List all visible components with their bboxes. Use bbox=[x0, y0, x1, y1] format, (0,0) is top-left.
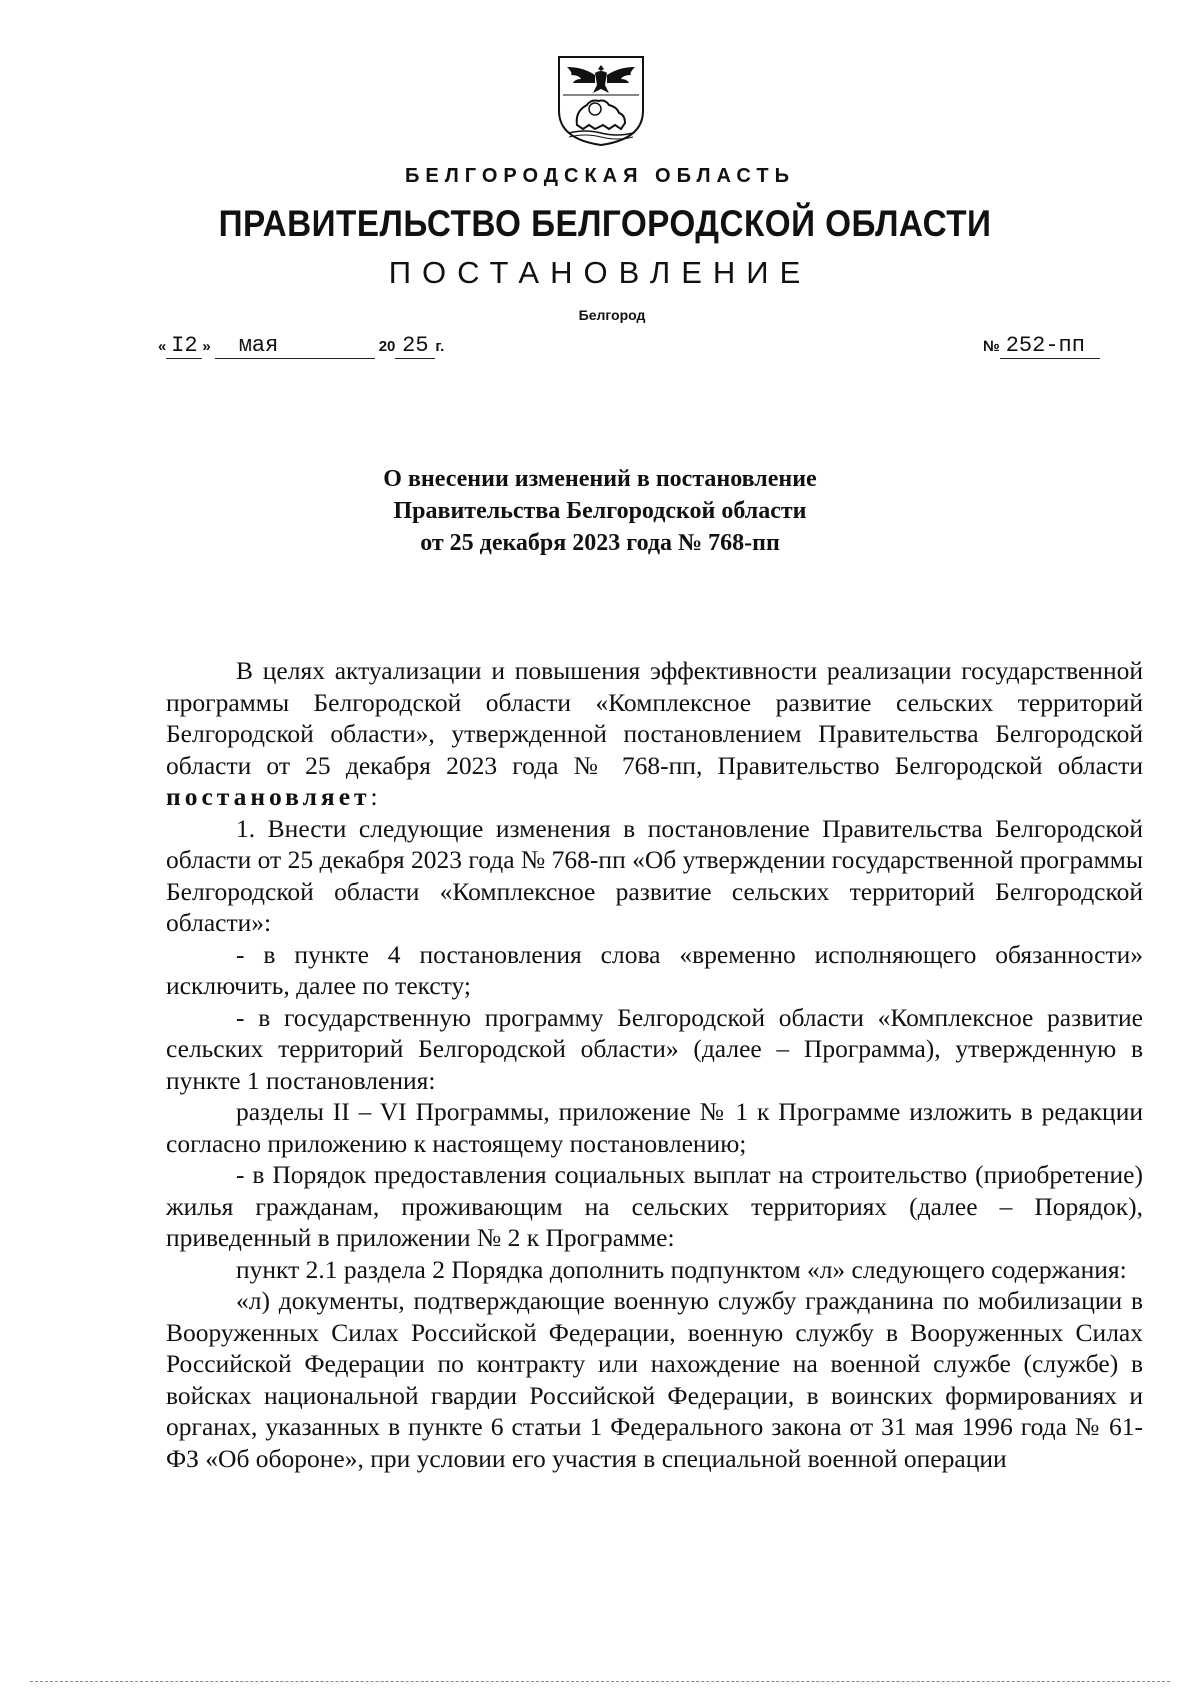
preamble-text: В целях актуализации и повышения эффективности реализации государственной программы Белгородской области «Комплексное развитие сельских территорий Белгородской области», утвержденной постановлением Правительства Белгородской области от 25 декабря 2023 года № 768-пп, Правительство Белгородской области bbox=[166, 656, 1143, 780]
title-line-2: Правительства Белгородской области bbox=[393, 498, 807, 524]
date-year-prefix: 20 bbox=[378, 338, 396, 355]
date-close-quote: » bbox=[202, 338, 211, 355]
paragraph-subclause-l: «л) документы, подтверждающие военную службу гражданина по мобилизации в Вооруженных Силах Российской Федерации, военную службу в Вооруженных Силах Российской Федерации по контракту или нахождение на военной службе (службе) в войсках национальной гвардии Российской Федерации, в воинских формированиях и органах, указанных в пункте 6 статьи 1 Федерального закона от 31 мая 1996 года № 61-ФЗ «Об обороне», при условии его участия в специальной военной операции bbox=[166, 1286, 1143, 1473]
paragraph-program: - в государственную программу Белгородской области «Комплексное развитие сельских территорий Белгородской области» (далее – Программа), утвержденную в пункте 1 постановления: bbox=[166, 1002, 1143, 1095]
date-day: I2 bbox=[166, 334, 202, 359]
date-year-suffix: г. bbox=[435, 338, 445, 355]
government-name: ПРАВИТЕЛЬСТВО БЕЛГОРОДСКОЙ ОБЛАСТИ bbox=[218, 203, 992, 244]
paragraph-preamble bbox=[166, 655, 1143, 813]
date-open-quote: « bbox=[158, 338, 167, 355]
paragraph-procedure: - в Порядок предоставления социальных выплат на строительство (приобретение) жилья гражданам, проживающим на сельских территориях (далее – Порядок), приведенный в приложении № 2 к Программе: bbox=[166, 1160, 1143, 1252]
title-line-1: О внесении изменений в постановление bbox=[383, 466, 817, 492]
paragraph-point-4: - в пункте 4 постановления слова «временно исполняющего обязанности» исключить, далее по тексту; bbox=[166, 939, 1143, 1000]
document-type: ПОСТАНОВЛЕНИЕ bbox=[388, 255, 812, 290]
city-name: Белгород bbox=[578, 307, 646, 323]
date-month: мая bbox=[215, 334, 375, 359]
page-bottom-edge bbox=[30, 1681, 1170, 1682]
paragraph-clause-2-1: пункт 2.1 раздела 2 Порядка дополнить подпунктом «л» следующего содержания: bbox=[236, 1254, 1127, 1284]
coat-of-arms-icon bbox=[555, 55, 647, 147]
date-year: 25 bbox=[395, 334, 435, 359]
document-title bbox=[0, 463, 1200, 559]
document-number-field bbox=[983, 334, 1100, 359]
paragraph-item-1: 1. Внести следующие изменения в постановление Правительства Белгородской области от 25 декабря 2023 года № 768-пп «Об утверждении государственной программы Белгородской области «Комплексное развитие сельских территорий Белгородской области»: bbox=[166, 813, 1143, 937]
preamble-resolves: постановляет bbox=[166, 782, 371, 811]
title-line-3: от 25 декабря 2023 года № 768-пп bbox=[420, 530, 780, 556]
document-number: 252-пп bbox=[1000, 334, 1100, 359]
number-label: № bbox=[983, 338, 1000, 355]
preamble-colon: : bbox=[370, 782, 378, 811]
paragraph-sections: разделы II – VI Программы, приложение № 1 к Программе изложить в редакции согласно приложению к настоящему постановлению; bbox=[166, 1097, 1143, 1158]
document-body bbox=[166, 655, 1143, 1474]
date-field bbox=[158, 334, 444, 359]
region-name: БЕЛГОРОДСКАЯ ОБЛАСТЬ bbox=[405, 165, 795, 187]
